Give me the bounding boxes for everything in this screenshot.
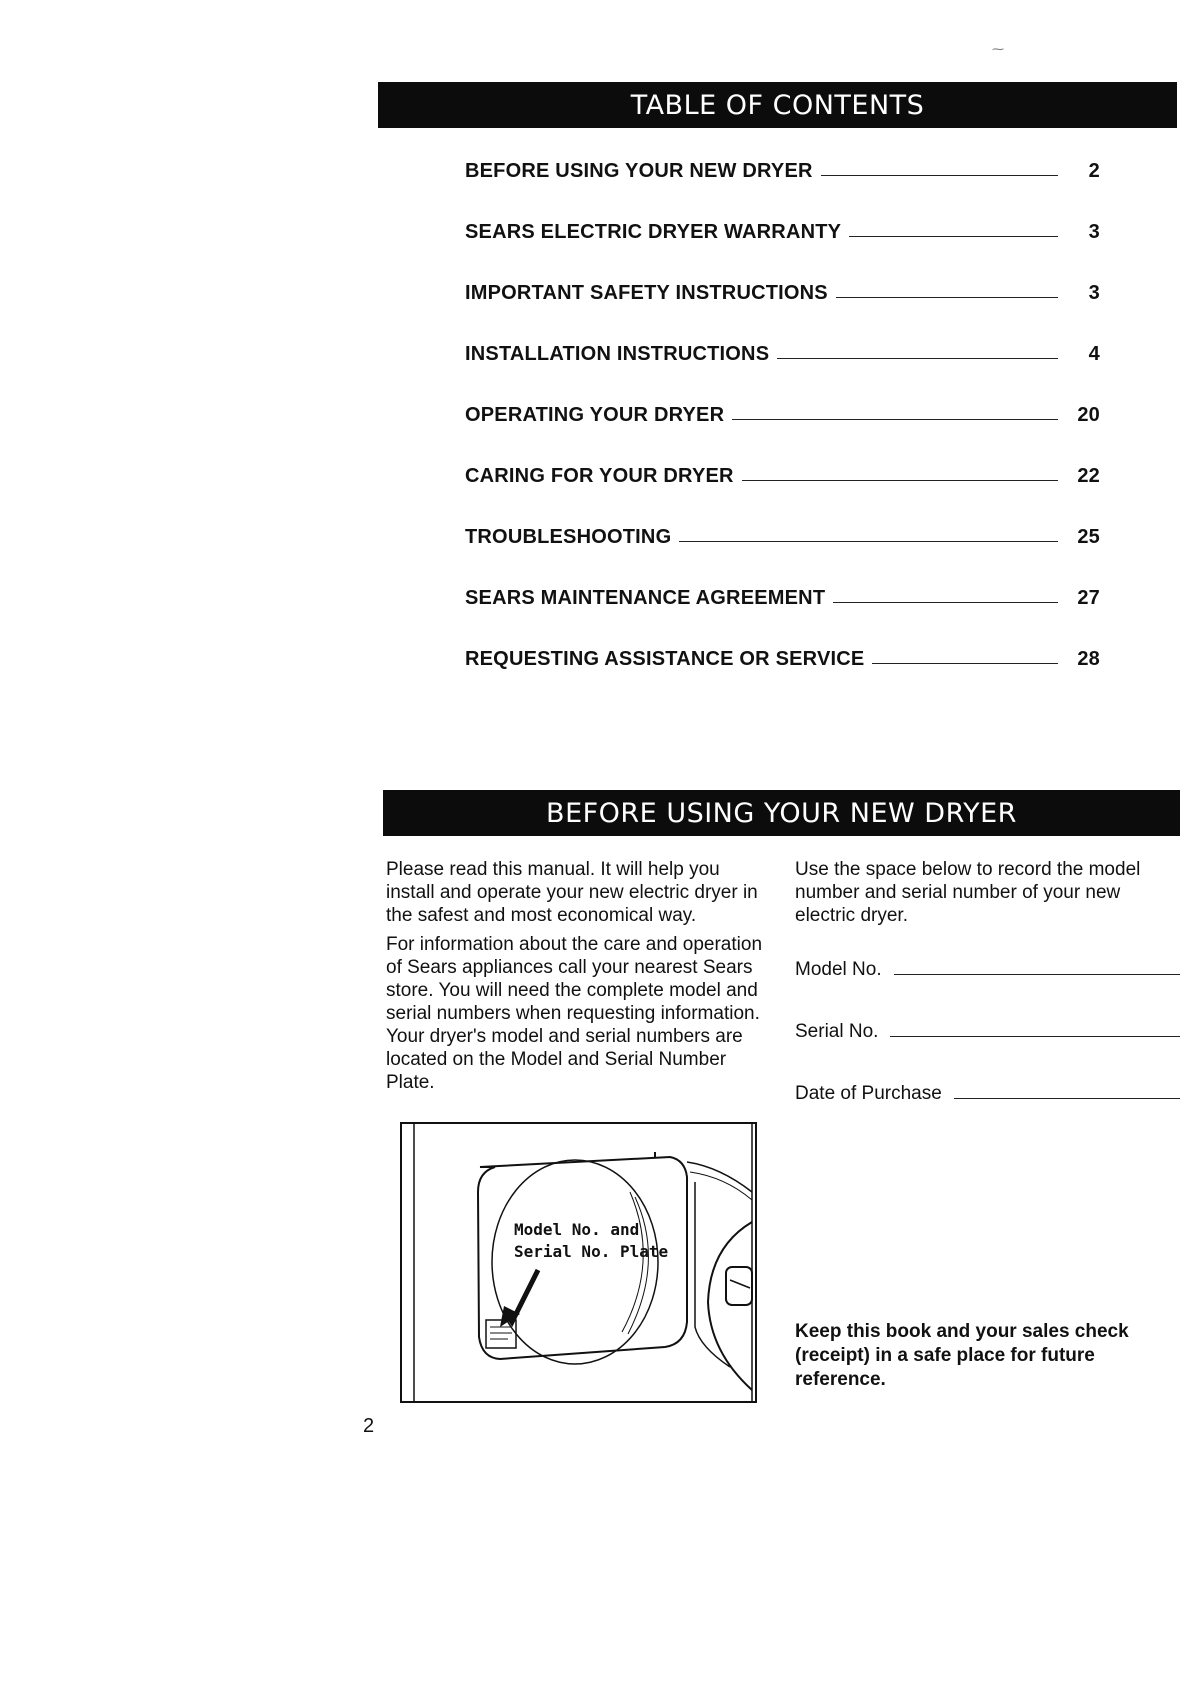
toc-leader-line xyxy=(849,236,1058,237)
toc-entry-page: 25 xyxy=(1077,526,1100,548)
toc-entry-page: 3 xyxy=(1088,221,1100,243)
toc-entry[interactable] xyxy=(465,343,1100,404)
toc-leader-line xyxy=(732,419,1058,420)
toc-entry-page: 27 xyxy=(1077,587,1100,609)
serial-number-label: Serial No. xyxy=(795,1021,879,1042)
purchase-date-blank[interactable] xyxy=(954,1098,1180,1099)
record-instructions: Use the space below to record the model number and serial number of your new electric dryer. xyxy=(795,859,1141,926)
before-section-banner xyxy=(383,790,1180,836)
toc-entry-page: 2 xyxy=(1088,160,1100,182)
toc-leader-line xyxy=(679,541,1058,542)
toc-entry-page: 20 xyxy=(1077,404,1100,426)
page-number: 2 xyxy=(363,1415,375,1437)
dryer-illustration xyxy=(400,1122,758,1404)
toc-entry-label: SEARS ELECTRIC DRYER WARRANTY xyxy=(465,221,842,243)
toc-leader-line xyxy=(872,663,1058,664)
toc-entry[interactable] xyxy=(465,282,1100,343)
toc-entry-label: BEFORE USING YOUR NEW DRYER xyxy=(465,160,813,182)
scan-mark: ⁓ xyxy=(992,42,1004,56)
plate-callout-line1: Model No. and xyxy=(514,1220,640,1239)
toc-entry-page: 22 xyxy=(1077,465,1100,487)
toc-entry-label: IMPORTANT SAFETY INSTRUCTIONS xyxy=(465,282,828,304)
toc-list xyxy=(465,160,1100,709)
toc-entry-page: 4 xyxy=(1088,343,1100,365)
intro-column xyxy=(386,858,766,1100)
toc-entry[interactable] xyxy=(465,587,1100,648)
toc-entry-label: CARING FOR YOUR DRYER xyxy=(465,465,734,487)
toc-leader-line xyxy=(777,358,1058,359)
serial-number-field[interactable] xyxy=(795,1020,1180,1043)
toc-entry[interactable] xyxy=(465,648,1100,709)
toc-entry[interactable] xyxy=(465,404,1100,465)
toc-leader-line xyxy=(821,175,1058,176)
toc-title-banner xyxy=(378,82,1177,128)
toc-entry-label: REQUESTING ASSISTANCE OR SERVICE xyxy=(465,648,865,670)
toc-title: TABLE OF CONTENTS xyxy=(630,89,925,121)
toc-entry-page: 3 xyxy=(1088,282,1100,304)
keep-book-note: Keep this book and your sales check (receipt) in a safe place for future reference. xyxy=(795,1321,1129,1390)
toc-entry[interactable] xyxy=(465,160,1100,221)
toc-entry-label: INSTALLATION INSTRUCTIONS xyxy=(465,343,770,365)
info-paragraph: For information about the care and operation of Sears appliances call your nearest Sears store. You will need the complete model and serial numbers when requesting information. Your dryer's model and serial numbers are located on the Model and Serial Number Plate. xyxy=(386,934,763,1093)
model-number-blank[interactable] xyxy=(894,974,1180,975)
purchase-date-field[interactable] xyxy=(795,1082,1180,1105)
toc-leader-line xyxy=(742,480,1058,481)
toc-entry[interactable] xyxy=(465,465,1100,526)
record-column xyxy=(795,858,1180,1104)
toc-leader-line xyxy=(833,602,1058,603)
toc-entry-page: 28 xyxy=(1077,648,1100,670)
purchase-date-label: Date of Purchase xyxy=(795,1083,942,1104)
toc-entry-label: OPERATING YOUR DRYER xyxy=(465,404,725,426)
toc-leader-line xyxy=(836,297,1058,298)
toc-entry-label: SEARS MAINTENANCE AGREEMENT xyxy=(465,587,826,609)
toc-entry[interactable] xyxy=(465,526,1100,587)
toc-entry-label: TROUBLESHOOTING xyxy=(465,526,672,548)
toc-entry[interactable] xyxy=(465,221,1100,282)
before-section-title: BEFORE USING YOUR NEW DRYER xyxy=(546,797,1017,829)
plate-callout-line2: Serial No. Plate xyxy=(514,1242,669,1261)
model-number-field[interactable] xyxy=(795,958,1180,981)
dryer-plate-drawing xyxy=(400,1122,758,1404)
intro-paragraph: Please read this manual. It will help you install and operate your new electric dryer in the safest and most economical way. xyxy=(386,859,758,926)
model-number-label: Model No. xyxy=(795,959,882,980)
serial-number-blank[interactable] xyxy=(890,1036,1180,1037)
